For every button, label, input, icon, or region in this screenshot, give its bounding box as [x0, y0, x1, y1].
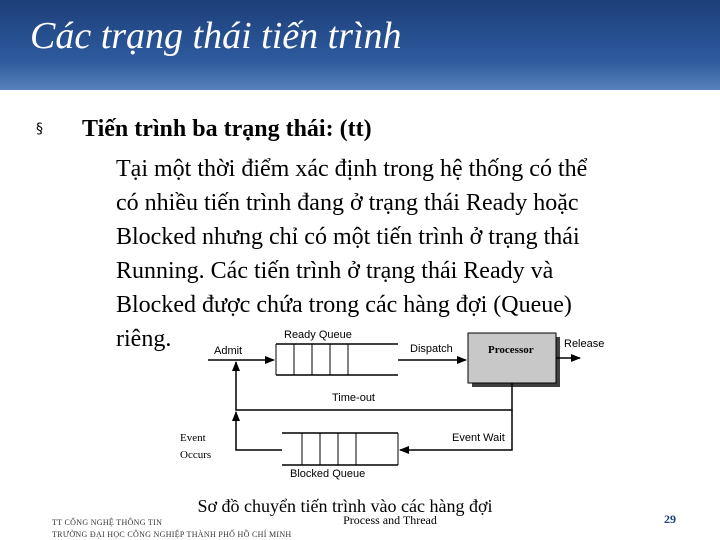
- admit-label: Admit: [214, 345, 243, 357]
- blocked-queue: [282, 433, 398, 465]
- ready-queue-label: Ready Queue: [284, 329, 352, 341]
- blocked-queue-label: Blocked Queue: [290, 468, 366, 480]
- footer-department: TT CÔNG NGHỆ THÔNG TIN: [52, 518, 163, 527]
- ready-queue: [276, 344, 398, 375]
- footer-subject: Process and Thread: [343, 513, 437, 527]
- event-wait-label: Event Wait: [452, 432, 505, 444]
- processor-label: Processor: [488, 344, 534, 356]
- event-occurs-label-line1: Event: [180, 432, 206, 444]
- page-number: 29: [664, 512, 676, 526]
- diagram-caption: Sơ đồ chuyển tiến trình vào các hàng đợi: [197, 496, 493, 516]
- event-occurs-label-line2: Occurs: [180, 449, 212, 461]
- paragraph-line: Tại một thời điểm xác định trong hệ thống có thể: [116, 156, 588, 182]
- bullet-heading: Tiến trình ba trạng thái: (tt): [82, 116, 372, 142]
- event-wait-arrow: [400, 410, 512, 450]
- release-label: Release: [564, 338, 605, 350]
- event-occurs-arrow: [236, 412, 282, 450]
- dispatch-label: Dispatch: [410, 343, 453, 355]
- paragraph-line: có nhiều tiến trình đang ở trạng thái Ready hoặc: [116, 190, 579, 216]
- paragraph-line: Blocked được chứa trong các hàng đợi (Queue): [116, 292, 572, 318]
- paragraph-line: riêng.: [116, 326, 172, 352]
- time-out-label: Time-out: [332, 392, 375, 404]
- paragraph-line: Running. Các tiến trình ở trạng thái Ready và: [116, 258, 554, 284]
- slide-title: Các trạng thái tiến trình: [30, 15, 402, 57]
- paragraph-line: Blocked nhưng chỉ có một tiến trình ở trạng thái: [116, 224, 580, 250]
- processor-box: [468, 333, 560, 387]
- bullet-marker: §: [36, 121, 43, 137]
- footer-school: TRƯỜNG ĐẠI HỌC CÔNG NGHIỆP THÀNH PHỐ HỒ CHÍ MINH: [52, 530, 292, 539]
